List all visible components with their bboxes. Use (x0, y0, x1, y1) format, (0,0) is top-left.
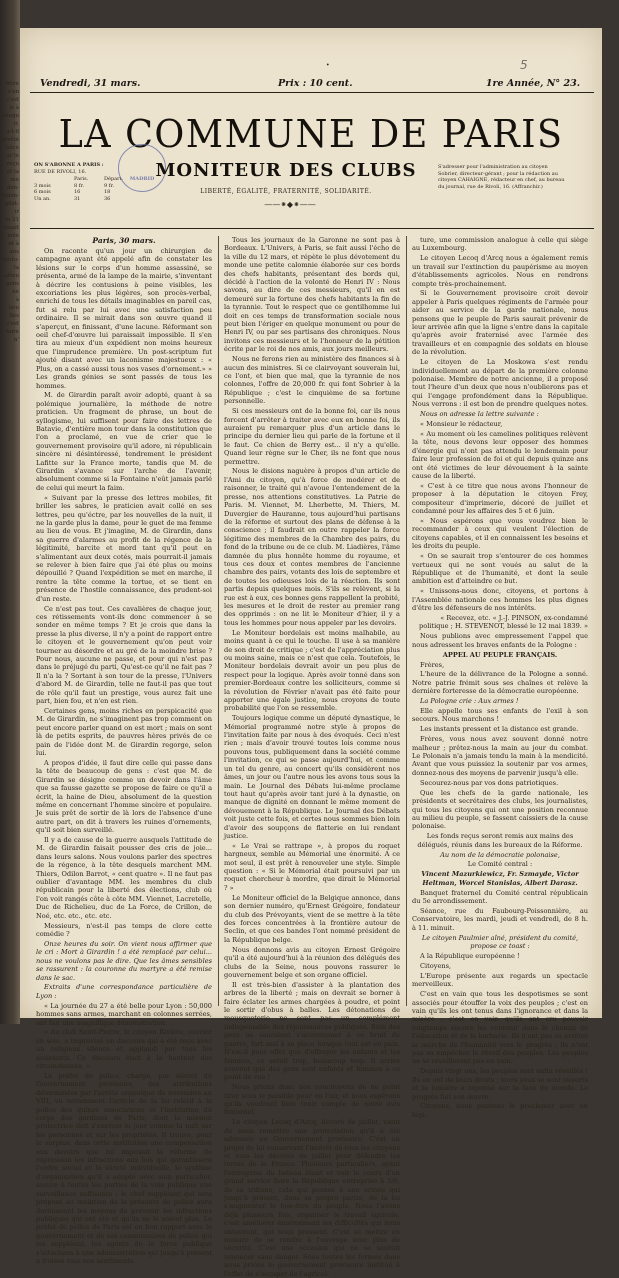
column-2-text (224, 236, 400, 1278)
subscription-cell: Paris. (74, 176, 89, 182)
paragraph: A la République européenne ! (420, 952, 520, 960)
masthead-motto: LIBERTÉ, ÉGALITÉ, FRATERNITÉ, SOLIDARITÉ. (200, 188, 372, 195)
paragraph: Citoyens, nous pouvons le proclamer avec un légi- (412, 1102, 588, 1119)
paragraph: Nous ne ferons rien au ministère des finances si à aucun des ministres. Si ce clairvoyant souverain lui, ce l'ont, et bien que mal, que la tyrannie de nos colonnes, l'offre de 20,000 fr. qui font Sobrier à la République ; c'est le cinquième de sa fortune personnelle. (224, 355, 400, 406)
issue-number: 1re Année, N° 23. (485, 78, 580, 89)
paragraph: Les instants pressent et la distance est grande. (420, 725, 579, 734)
column-1-text (36, 247, 212, 1265)
paragraph: Au nom de la démocratie polonaise, (440, 850, 560, 859)
paragraph: Nous le disions naguère à propos d'un article de l'Ami du citoyen, qu'à force de modérer et de raisonner, le traité qui n'avoue l'entendement de la presse, nos attentions constitutives. La Patrie de Paris. M. Viennet, M. Lherbette, M. Thiers, M. Duvergier de Hauranne, tous aujourd'hui partisans de la réforme et surtout des plans de défense à la conscience ; il faudrait en outre rappeler la force légitime des membres de la Chambre des pairs, du fond de la tribune ou de ce club. M. Liadières, l'âme damnée du plus honnête homme du royaume, et tous ces doux et contes membres de l'ancienne chambre des pairs, votants des lois de septembre et de toutes les odieuses lois de la réaction. Ils sont partis depuis quelques mois. S'ils se relèvent, si la rue est à eux, ces bonnes gens rappellent la probité, les mesures et le droit de rester au premier rang des opprimés : on ne lit le Moniteur d'hier, il y a tous les hommes pour nous appeler par les devoirs. (224, 467, 400, 627)
left-page-word: c'est (6, 97, 19, 103)
paragraph: Le citoyen Lecoq d'Arcq nous a également remis un travail sur l'extinction du paupérisme au moyen d'établissements agricoles. Nous en rendrons compte très-prochainement. (412, 254, 588, 288)
left-page-word: à (15, 297, 19, 303)
paragraph: Certaines gens, moins riches en perspicacité que M. de Girardin, ne s'imaginent pas trop comment on peut encore parler quand on est mort ; mais on sont là de petits esprits, de pauvres hères privés de ce pain de l'idée dont M. de Girardin regorge, selon lui. (36, 706, 212, 757)
left-page-word: la (13, 265, 19, 271)
left-page-word: souqu (2, 113, 19, 119)
paragraph: « On se saurait trop s'entourer de ces hommes vertueux qui ne sont voués au salut de la République et de l'humanité, et dont la seule ambition est d'atteindre ce but. (412, 552, 588, 586)
paragraph: Que les chefs de la garde nationale, les présidents et secrétaires des clubs, les journalistes, qui tous les citoyens qui ont une position reconnue au milieu du peuple, se fassent caissiers de la cause polonaise. (412, 788, 588, 831)
newspaper-page (20, 28, 602, 1278)
paragraph: Nous on adresse la lettre suivante : (420, 410, 539, 419)
left-page-word: ir (14, 209, 19, 215)
left-page-word: ne (12, 289, 19, 295)
left-page-word: le 21 (5, 217, 19, 223)
subscription-box: ON S'ABONNE A PARIS : RUE DE RIVOLI, 16. Paris. Départ. 3 mois 8 fr. 9 fr. 6 mois 16 18 Un an. 31 36 (34, 162, 134, 202)
paragraph: Le préfet de police, chargé, par décret du Gouvernement provisoire, des attributions déterminées par l'arrêté organique de novembre an VIII, vu notamment l'article de la loi relatif à la police des quinze associations et l'institution du corps des gardiens de Paris, dont la mission protectrice doit s'exercer le jour comme la nuit sur les personnes et sur les propriétés. Il trouve, pour le surplus, dans cette institution une compensation aux devoirs que lui imposait la réforme de répression les infractions aux lois qui garantissent l'ordre social et la sûreté individuelle, le système d'organisation qu'il a adopté avec soin particulier, assure à toutes les parties de la voie publique une surveillance suffisante ; le chef suppléant qui sera préposé au maintien de la présente de police aura dorénavant les moyens de prévenir les infractions publiques qui ont été et qu'ils ne le soient plus. Le préfet de police de Paris est en bon rapport avec le gouvernement et de ses commissaires de police qui les suppléent, les agents de la force publique s'attachera à une administration qui jusqu'à présent a froissé tous nos sentiments. (36, 1072, 212, 1265)
left-page-word: bâce (5, 145, 19, 151)
subscription-cell: 31 (74, 195, 81, 202)
subscription-cell: Un an. (34, 195, 51, 202)
pencil-annotation: 5 (520, 58, 528, 72)
subscription-cell: 6 mois (34, 189, 51, 195)
paragraph: « Nous espérons que vous voudrez bien le recommander à ceux qui veulent l'élection de citoyens capables, et il en connaissent les besoins et les droits du peuple. (412, 517, 588, 551)
paragraph: Les fonds reçus seront remis aux mains des délégués, réunis dans les bureaux de la Réforme. (417, 832, 583, 849)
paragraph: « Suivant par la presse des lettres mobiles, fit briller les sabres, le praticien avait collé en ses lettres, peu qu'éctre, par les nouvelles de la nuit, il ne la garde plus la dame, pour le guet de ma femme au lieu de vous. Et j'imagine, M. de Girardin, dans sa guerre d'alarmes au profit de la régence de la légitimité, barcite et mord tant qu'il peut en s'alimentant aux deux cotés, mais pourrait-il jamais se relever à bien faire que j'ai été plus ou moins dépouillé ? Quand l'expédition se met en marche, il rentre la tête comme la tortue, et se tient en présence de l'hostile connaissance, des prudent-soi d'un reste. (36, 493, 212, 603)
paragraph: Séance, rue du Faubourg-Poissonnière, au Conservatoire, les mardi, jeudi et vendredi, de 8 h. à 11. minuit. (412, 906, 588, 932)
left-page-fragment (0, 80, 20, 640)
paragraph: On raconte qu'un jour un chirurgien de campagne ayant été appelé afin de constater les lésions sur le corps d'un homme assassiné, se présenta, armé de la lampe de la mairie, s'inventant à décrire les contusions à peine visibles, les excoriations les plus légères, son procès-verbal, enrichi de tous les détails imaginables en pareil cas, fut si relu par lui avec une satisfaction peu ordinaire. Il se mirait dans son œuvre quand il s'aperçut, en finissant, d'une lacune. Réformant son oeil chef-d'œuvre lui paraissait impossible. Il s'en tira au mieux d'un expédient non moins heureux que l'imprudence première. Un post-scriptum fut ajouté disant avec un laconisme majestueux : « Plus, on a cassé aussi tous nos vases d'ornement.» » Les grands génies se sont passés de tous les hommes. (36, 247, 212, 390)
paragraph: « La journée du 27 a été belle pour Lyon : 50,000 hommes sans armes, marchant en colonnes serrées, ont fait une magnifique démonstration. (36, 1001, 212, 1027)
header-rule-bottom (30, 228, 594, 229)
paragraph: Si ces messieurs ont de la bonne foi, car ils nous forcent d'arrêter à traiter avec eux en bonne foi, ils auraient pu remarquer plus d'un article dans le principe du dernier lieu qui parle de la fortune et il le faut. Ce chien de Berry est... il n'y a qu'elle. Quand leur règne sur le Cher, ils ne font que nous permettre. (224, 407, 400, 466)
paragraph: Nous prions donc nos concitoyens de ne point tirer sous le paisible pour en l'air, et nous espérons qu'ils voudront bien tenir compte de notre avis fraternel. (224, 1083, 400, 1117)
left-page-word: arrêté (1, 137, 19, 143)
paragraph: Il y a de cause de la guerre ausquels l'attitude de M. de Girardin faisait pousser des cris de joie... dans leurs salons. Nous voulons parler des spectres de la régence, à la tête desquels marchent MM. Thiers, Odilon Barrot, « cent quatre ». Il ne faut pas oublier d'avantage MM. les membres du club républicain pour la liberté des élections, club où l'on voit rangés côte à côte MM. Viennet, Lacretelle, Duc de Richelieu, duc de La Force, de Crillon, de Noé, etc. etc., etc. etc. (36, 836, 212, 920)
subscription-cell: 18 (104, 189, 111, 195)
dateline (40, 78, 580, 92)
left-page-word: lieu (8, 305, 19, 311)
library-stamp: MADRID (118, 144, 166, 192)
paragraph: A propos d'idée, il faut dire celle qui passe dans la tête de beaucoup de gens : c'est que M. de Girardin se désigne comme un devoir dans l'âme que sa fausse gazette se propose de faire ce qu'il a écrit, la haine de Dieu, absolument de la question même en concernant l'homme sincère et populaire. Je suis prêt de sortir de là lors de l'absence d'une autre part, on dit à travers les ruines d'ornements, qu'il soit bien surveillé. (36, 758, 212, 835)
subscription-cell: 8 fr. (74, 182, 85, 189)
subscription-cell: 9 fr. (104, 182, 115, 189)
top-mark: • (326, 62, 330, 69)
left-page-word: mutu- (2, 257, 19, 263)
paragraph: Ce n'est pas tout. Ces cavalières de chaque jour, ces rétissements vont-ils donc commencer à se sonder en même temps ? Et je crois que dans la presse la plus diverse, il n'y a point de rapport entre le citoyen et le gouvernement qu'on peut voir tourner au désordre et au gré de la moindre brise ? Pour nous, aucune ne passe, et pour qui n'est pas dans le préjugé du parti, Qu'est-ce qu'il ne fait pas ? Il n'a la ? Sortant à son tour de la presse, l'Univers d'abord M. de Girardin, telle ne faut-il pas que tout de rôle qu'il faut un prestige, vous aurez fait une part, bien fou, et n'en est rien. (36, 604, 212, 706)
paragraph: « Unissons-nous donc, citoyens, et portons à l'Assemblée nationale ces hommes les plus dignes d'être les défenseurs de nos intérêts. (412, 587, 588, 613)
paragraph: Depuis vingt ans, les peuples sont enfin réveillés ! Ils en ont de leurs droits ; leurs yeux se sont ouverts et la lumière a rayonné sur la face du monde. Le progrès fait son œuvre. (412, 1067, 588, 1101)
paragraph: Le Moniteur bordelais est moins malhabile, au moins quant à ce qui le touche. Il use à sa manière de son droit de critique ; c'est de l'appréciation plus ou moins saine, mais ce n'est que cela. Toutefois, le Moniteur bordelais devrait avoir un peu plus de respect pour la logique. Après avoir tonné dans son premier-Bordeaux contre les solliciteurs, comme si la révolution de Février n'avait pas été faite pour apporter une égale justice, nous croyons de toute probabilité que l'on se ressemble. (224, 628, 400, 713)
paragraph: Nous donnons avis au citoyen Ernest Grégoire qu'il a été aujourd'hui à la réunion des délégués des clubs de la Seine, nous pouvons rassurer le gouvernement belge et son organe officiel. (224, 945, 400, 979)
masthead-subtitle: MONITEUR DES CLUBS (155, 160, 417, 181)
left-page-word: frère (5, 81, 19, 87)
left-page-word: don- (6, 185, 19, 191)
paragraph: Il est très-bien d'assister à la plantation des arbres de la liberté ; mais on devrait se borner à faire éclater les armes chargées à poudre, et point le sortir d'obus à balles. Les détonations de mousqueterie ne sont pas un complément indispensable des réjouissances publiques. Bien des gens ne sauraient s'accoutumer à ce bruit de guerre, fort mal à sa place lorsque tout est en paix. N'est-il pour effet que d'effrayer les enfants et les femmes, ce serait trop, beaucoup trop. Il arrive souvent que des gens sont enfants et femmes à ce point de vue ! (224, 980, 400, 1082)
column-divider-1 (218, 236, 219, 1006)
paragraph: L'Europe présente aux regards un spectacle merveilleux. (412, 971, 588, 989)
paragraph: « Recevez, etc. « J.-J. PINSON, ex-condamné politique ; H. STEVENOT, blessé le 12 mai 1839. » (419, 613, 588, 631)
paragraph: APPEL AU PEUPLE FRANÇAIS. (442, 650, 558, 659)
paragraph: Toujours logique comme un député dynastique, le Mémorial programmé notre style à propos de l'invitation faite par nous à des évoqués. Ceci n'est rien ; mais d'avoir trouvé toutes lois comme nous pouvons tous, publiquement dans la société comme l'invitation, ce qui se passe aujourd'hui, et comme un tel du genre, au concert qu'ils considèrent nos âmes, un jour ou l'autre nous les avons tous sous la main. Le Journal des Débats lui-même proclame tout haut qu'après avoir tant juré à la dynastie, on manque de dignité en donnant le même moment de dévouement à la République. Le Journal des Débats voit juste cette fois, et certes nous sommes bien loin d'avoir des soupçons de flatterie en lui rendant justice. (224, 714, 400, 840)
left-page-word: ans (9, 249, 19, 255)
left-page-word: ir, (13, 121, 19, 127)
masthead-ornament: ——⁕◆⁕—— (264, 200, 316, 209)
column-3 (412, 236, 588, 1119)
left-page-word: ut la (6, 169, 19, 175)
left-page-word: colon- (2, 193, 19, 199)
subscription-cell: 36 (104, 195, 111, 202)
paragraph: « Monsieur le rédacteur, (420, 420, 503, 429)
paragraph: Frères, vous nous avez souvent donné notre malheur ; prêtez-nous la main au jour du combat. Le Polonais n'a jamais tendu la main à la mendicité. Avant que vous puissiez la soutenir par vos armes, donnez-nous des moyens de parvenir jusqu'à elle. (412, 735, 588, 777)
paragraph: « Le Vrai se rattrape », à propos du roquet hargneux, semble au Mémorial une énormité. A ce mot seul, il est prêt à renouveler une style. Simple question : « Si le Mémorial était poursuivi par un roquet chercheur à mordre, que dirait le Mémorial ? » (224, 841, 400, 892)
left-page-word: me (10, 177, 19, 183)
paragraph: Onze heures du soir. On vient nous affirmer que le cri : Mort à Girardin ! a été remplacé par celui... nous ne voulons pas le dire. Que les âmes sensibles se rassurent : la couronne du martyre a été remise dans le sac. (36, 939, 212, 982)
left-page-word: gens (5, 281, 19, 287)
issue-date: Vendredi, 31 mars. (40, 78, 141, 89)
paragraph: La Pologne crie : Aux armes ! (420, 697, 519, 706)
left-page-word: ls à (9, 105, 19, 111)
paragraph: Secourez-nous par vos dons patriotiques. (420, 778, 559, 787)
left-page-word: uisait (3, 225, 19, 231)
subscription-cell: 16 (74, 189, 81, 195)
paragraph: C'est en vain que tous les despotismes se sont associés pour étouffer la voix des peuples ; c'est en vain qu'ils les ont tenus dans l'ignorance et dans la misère ; c'est en vain qu'ils ont cru pouvoir longtemps encore les contenir dans le chemin de l'éducation et de la barbarie. Ils n'ont pas su arrêter la marche de l'humanité vers le progrès ; ils n'ont pas su empêcher le réveil des peuples. Les peuples ne se réveilleront pas en vain. (412, 990, 588, 1066)
paragraph: Le citoyen Lecoq d'Arcq, décoré de juillet, vient de nous remettre une protestation qu'il a été adressée au Gouvernement provisoire. C'est un projet de loi conservant l'intérêt de tous les citoyens et tous les décorés de juillet pour défendre les terres de la France. Plusieurs particuliers, ayant l'entreprise du bateau étant et voir le cours d'un grand service faire la République entreprise à 5/6, de sa tribune, cela qui pousse à une armée qui jusqu'à présent, dans sa propre partie, de la loi s'augmenter le bon-être du peuple. Nous l'avons déjà plusieurs fois, organiser le travail agricole, c'est améliorer énormément les difficultés qui nous entourent, qui nous pressent. C'est se mettre en mesure de se rendre à l'ouvrage avec plus de sécurité. C'est une occasion qui ne se saurait renoncer sans danger. Sous toutes les formes dans nous prions le gouvernement provisoire institué à l'effet de s'occuper de l'agricul- (224, 1118, 400, 1278)
paragraph: Le citoyen Paulmier aîné, président du comité, propose ce toast : (421, 933, 579, 951)
paragraph: Si le Gouvernement provisoire croit devoir appeler à Paris quelques régiments de l'armée pour aider au service de la garde nationale, nous pensons que le peuple de Paris saurait prévenir de leur arrivée afin que la ligne s'entre dans la capitale qu'après avoir fraternisé avec l'armée des travailleurs et en compagnie des soldats en blouse de la révolution. (412, 289, 588, 357)
paragraph: M. de Girardin paraît avoir adopté, quant à sa polémique journalière, la méthode de notre praticien. Un fragment de phrase, un bout de syllogisme, lui suffisent pour faire des lettres de Batavie, d'entière mon tour dans la constitution que l'on a proclamé, en vue de crier que le gouvernement provisoire qu'il adore, ni républicain sincère ni désintéressé, tendrement le président Lafitte sur la France morte, tandis que M. de Girardin s'avance sur l'arche de l'avenir, absolument comme si la Fontaine n'eût jamais parlé de celui qui meurt la faim. (36, 391, 212, 492)
left-page-word: mée (7, 233, 19, 239)
paragraph: Banquet fraternel du Comité central républicain du 5e arrondissement. (412, 888, 588, 906)
paragraph: Nous publions avec empressement l'appel que nous adressent les braves enfants de la Pologne : (412, 632, 588, 649)
left-page-word: s'en (7, 89, 19, 95)
paragraph: Frères, (420, 660, 445, 669)
column-2 (224, 236, 400, 1278)
paragraph: Citoyens, (420, 961, 452, 970)
left-page-word: reçu (6, 161, 19, 167)
subscription-cell: Départ. (104, 176, 124, 182)
column-divider-2 (406, 236, 407, 1006)
left-page-word: a-t-il (6, 129, 19, 135)
paragraph: Le Comité central : (467, 860, 533, 869)
masthead-title: LA COMMUNE DE PARIS (58, 112, 564, 156)
paragraph: « Au club Saint-Pierre, le citoyen Rivière, ouvrier en soie, a improvisé un discours qui a été reçu avec un religieux silence et applaudi par tous les assistants. Ce discours était à la hauteur des circonstances. » (36, 1028, 212, 1071)
paragraph: Messieurs, n'est-il pas temps de clore cette comédie ? (36, 921, 212, 938)
column-3-text (412, 236, 588, 1119)
paragraph: Extraits d'une correspondance particulière de Lyon : (36, 983, 212, 1000)
left-page-word: et à (8, 241, 19, 247)
left-page-word: faire (6, 329, 19, 335)
column-1-dateline: Paris, 30 mars. (92, 236, 156, 245)
left-page-word: lles (9, 313, 19, 319)
administration-note: S'adresser pour l'administration au citoyen Sobrier, directeur-gérant ; pour la rédaction au citoyen CAHAIGNE, rédacteur en chef, au bureau du journal, rue de Rivoli, 16. (Affranchir.) (438, 164, 565, 190)
article-columns (36, 236, 592, 1278)
left-page-word: ar le (6, 153, 19, 159)
left-page-word: n' (13, 337, 19, 343)
paragraph: Vincent Mazurkiewicz, Fr. Szmayde, Victor Heltman, Worcel Stanislas, Albert Darasz. (421, 870, 579, 887)
subscription-row (34, 196, 134, 203)
issue-price: Prix : 10 cent. (278, 78, 353, 89)
left-page-word: s'est (6, 321, 19, 327)
paragraph: L'heure de la délivrance de la Pologne a sonné. Notre patrie frémit sous ses chaînes et relève la dernière forteresse de la démocratie européenne. (412, 670, 588, 696)
paragraph: ture, une commission analogue à celle qui siège au Luxembourg. (412, 236, 588, 253)
paragraph: Le citoyen de La Moskowa s'est rendu individuellement au départ de la première colonne polonaise. Membre de notre ancienne, il a proposé tout l'heure d'un deux que nous n'oublierons pas et qui l'engage profondément dans la République. Nous verrons : il est bon de prendre quelques notes. (412, 358, 588, 409)
column-1 (36, 236, 212, 1265)
paragraph: Le Moniteur officiel de la Belgique annonce, dans son dernier numéro, qu'Ernest Grégoire, fondateur du club des Prévoyants, vient de se mettre à la tête des forces concentrées à la frontière autour de Seclin, et que ces bandes l'ont nommé président de la République belge. (224, 893, 400, 944)
paragraph: « Au moment où les camelines politiques relèvent la tête, nous devons leur opposer des hommes d'énergie qui n'ont pas attendu le lendemain pour faire leur profession de foi et qui depuis quinze ans ont été victimes de leur dévouement à la sainte cause de la liberté. (412, 429, 588, 480)
paragraph: Elle appelle tous ses enfants de l'exil à son secours. Nous marchons ! (412, 707, 588, 724)
paragraph: « C'est à ce titre que nous avons l'honneur de proposer à la députation le citoyen Frey, compositeur d'imprimerie, décoré de juillet et condamné pour les affaires des 5 et 6 juin. (412, 481, 588, 516)
paragraph: Tous les journaux de la Garonne ne sont pas à Bordeaux. L'Univers, à Paris, se fait aussi l'écho de la ville du 12 mars, et répète le plus dévotement du monde une petite calomnie élaborée sur ces bords des chefs habitants, présentant des bords qui, décidé à l'action de la volonté de Henri IV : Nous savons, au dire de ces messieurs, qu'il en est demeuré sur la fortune des chefs habitants la fin de la tyrannie. Tout le respect que ce gentilhomme lui doit en ces temps de transformation sociale nous peut bien l'ériger en quelque monument ou pour de Henri IV, ou par ses partisans des chroniques. Nous invitons ces messieurs et le l'honneur de la pétition écrite par le roi de nos amis, aux jours meilleurs. (224, 236, 400, 354)
left-page-word: atteu (4, 273, 19, 279)
header-rule-top (30, 92, 594, 93)
subscription-cell: 3 mois (34, 182, 51, 189)
left-page-word: gilet- (4, 201, 19, 207)
